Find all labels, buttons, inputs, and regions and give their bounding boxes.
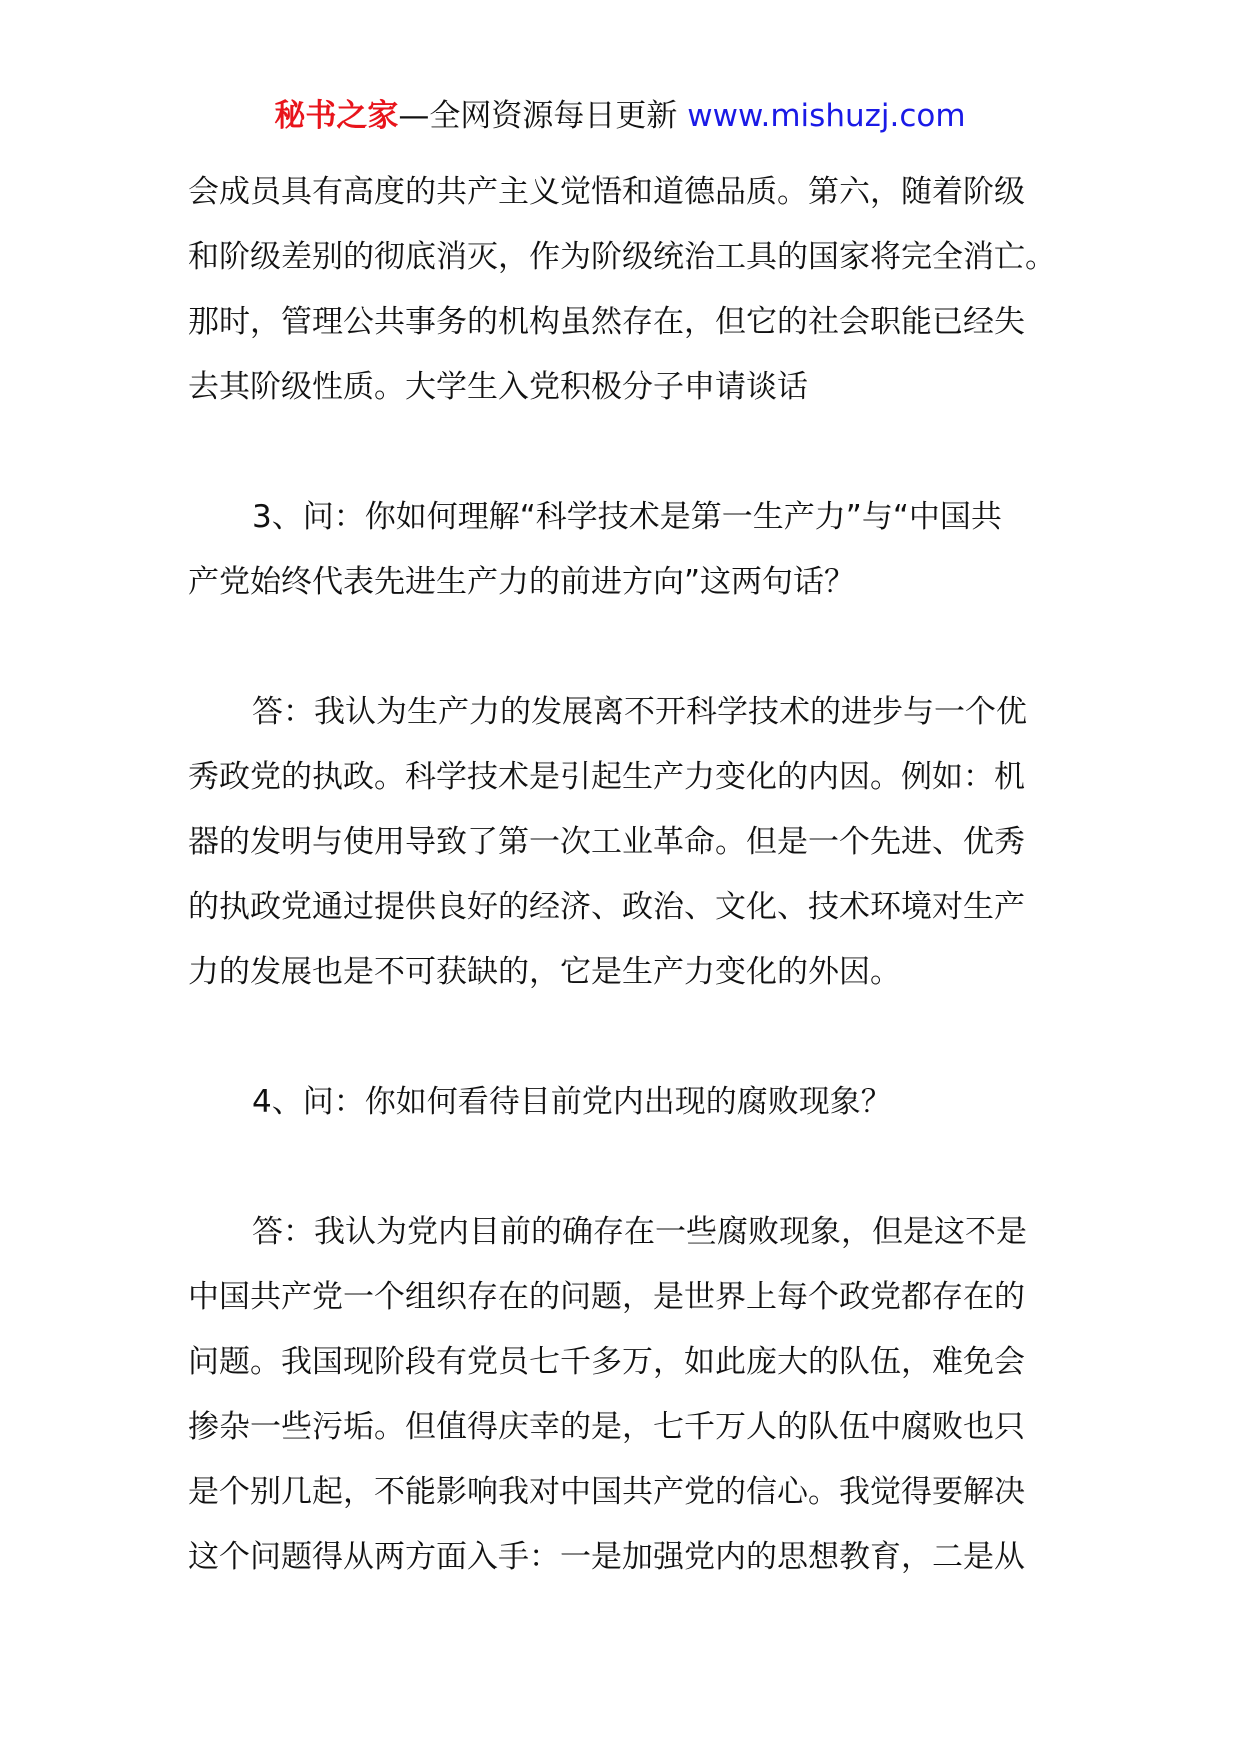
- text-line: 3、问：你如何理解“科学技术是第一生产力”与“中国共: [252, 499, 1002, 535]
- brand-name: 秘书之家: [274, 98, 399, 134]
- document-header: [0, 96, 1240, 136]
- document-body: [188, 160, 1068, 1590]
- text-line: 秀政党的执政。科学技术是引起生产力变化的内因。例如：机: [188, 759, 1025, 795]
- text-line: 会成员具有高度的共产主义觉悟和道德品质。第六，随着阶级: [188, 174, 1025, 210]
- text-line: 产党始终代表先进生产力的前进方向”这两句话？: [188, 564, 856, 600]
- text-line: 那时，管理公共事务的机构虽然存在，但它的社会职能已经失: [188, 304, 1025, 340]
- text-line: 是个别几起，不能影响我对中国共产党的信心。我觉得要解决: [188, 1474, 1025, 1510]
- text-line: 这个问题得从两方面入手：一是加强党内的思想教育，二是从: [188, 1539, 1025, 1575]
- text-line: 问题。我国现阶段有党员七千多万，如此庞大的队伍，难免会: [188, 1344, 1025, 1380]
- answer-4-paragraph: [188, 1200, 1068, 1590]
- text-line: 去其阶级性质。大学生入党积极分子申请谈话: [188, 369, 808, 405]
- text-line: 答：我认为生产力的发展离不开科学技术的进步与一个优: [252, 694, 1027, 730]
- question-4-paragraph: [188, 1070, 1068, 1135]
- text-line: 掺杂一些污垢。但值得庆幸的是，七千万人的队伍中腐败也只: [188, 1409, 1025, 1445]
- question-3-paragraph: [188, 485, 1068, 615]
- text-line: 4、问：你如何看待目前党内出现的腐败现象？: [252, 1084, 892, 1120]
- text-line: 答：我认为党内目前的确存在一些腐败现象，但是这不是: [252, 1214, 1027, 1250]
- text-line: 和阶级差别的彻底消灭，作为阶级统治工具的国家将完全消亡。: [188, 239, 1056, 275]
- text-line: 的执政党通过提供良好的经济、政治、文化、技术环境对生产: [188, 889, 1025, 925]
- intro-paragraph: [188, 160, 1068, 420]
- site-url-link[interactable]: www.mishuzj.com: [687, 98, 966, 134]
- answer-3-paragraph: [188, 680, 1068, 1005]
- text-line: 器的发明与使用导致了第一次工业革命。但是一个先进、优秀: [188, 824, 1025, 860]
- header-tagline: —全网资源每日更新: [398, 98, 688, 134]
- text-line: 中国共产党一个组织存在的问题，是世界上每个政党都存在的: [188, 1279, 1025, 1315]
- text-line: 力的发展也是不可获缺的，它是生产力变化的外因。: [188, 954, 901, 990]
